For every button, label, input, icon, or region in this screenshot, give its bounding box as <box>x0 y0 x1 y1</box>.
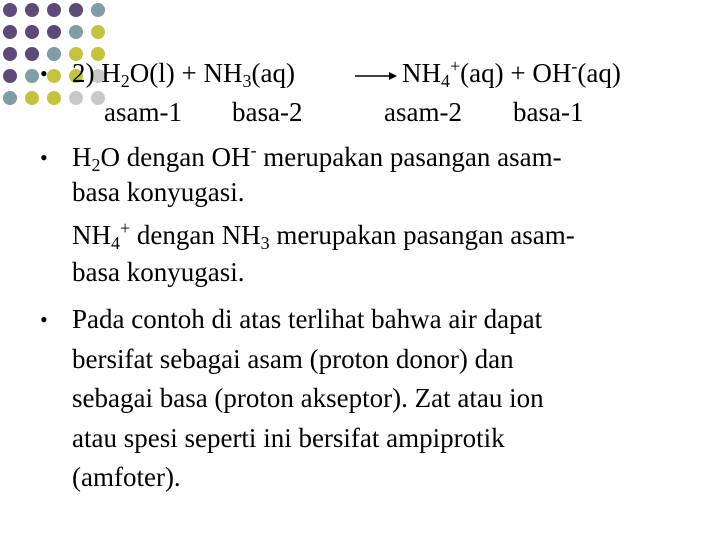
ammonium-charge: + <box>450 56 461 76</box>
charge-plus: + <box>120 218 131 238</box>
bullet-1-marker: • <box>40 61 48 86</box>
water-rest: O(l) + NH <box>129 58 243 88</box>
equation-lhs <box>72 57 295 89</box>
bullet-3-line-5: (amfoter). <box>72 462 181 492</box>
text-H: H <box>72 142 92 172</box>
bullet-2-line-1 <box>72 141 562 173</box>
equation-rhs <box>402 57 621 89</box>
hydroxide-charge: - <box>571 56 578 76</box>
subscript-2: 2 <box>91 155 101 175</box>
bullet-3-line-4: atau spesi seperti ini bersifat ampiprotik <box>72 423 505 453</box>
ammonia-subscript: 3 <box>242 71 252 91</box>
charge-minus: - <box>250 140 257 160</box>
text-dengan-NH: dengan NH <box>130 220 261 250</box>
bullet-2-line-4: basa konyugasi. <box>72 257 245 287</box>
bullet-3-line-3: sebagai basa (proton akseptor). Zat atau ion <box>72 383 544 413</box>
subscript-4: 4 <box>111 233 120 253</box>
ammonium-subscript: 4 <box>441 71 450 91</box>
bullet-3-marker: • <box>40 307 48 332</box>
label-acid-1: asam-1 <box>104 97 182 127</box>
bullet-2-line-2: basa konyugasi. <box>72 177 245 207</box>
hydroxide-rest: (aq) <box>577 58 621 88</box>
bullet-2-line-3 <box>72 219 575 251</box>
bullet-3-line-2: bersifat sebagai asam (proton donor) dan <box>72 344 514 374</box>
water-H: H <box>101 58 121 88</box>
label-base-2: basa-2 <box>232 97 303 127</box>
bullet-3-line-1: Pada contoh di atas terlihat bahwa air dapat <box>72 304 543 334</box>
text-NH: NH <box>72 220 111 250</box>
reaction-arrow-icon <box>354 70 398 82</box>
ammonium-base: NH <box>402 58 441 88</box>
equation-number: 2) <box>72 58 95 88</box>
text-pasangan: merupakan pasangan asam- <box>256 142 562 172</box>
subscript-3: 3 <box>260 233 270 253</box>
label-acid-2: asam-2 <box>384 97 462 127</box>
water-subscript: 2 <box>120 71 130 91</box>
label-base-1: basa-1 <box>513 97 584 127</box>
text-O-dengan-OH: O dengan OH <box>100 142 251 172</box>
bullet-2-marker: • <box>40 145 48 170</box>
text-pasangan-2: merupakan pasangan asam- <box>269 220 575 250</box>
ammonia-rest: (aq) <box>251 58 295 88</box>
ammonium-rest: (aq) + OH <box>460 58 572 88</box>
